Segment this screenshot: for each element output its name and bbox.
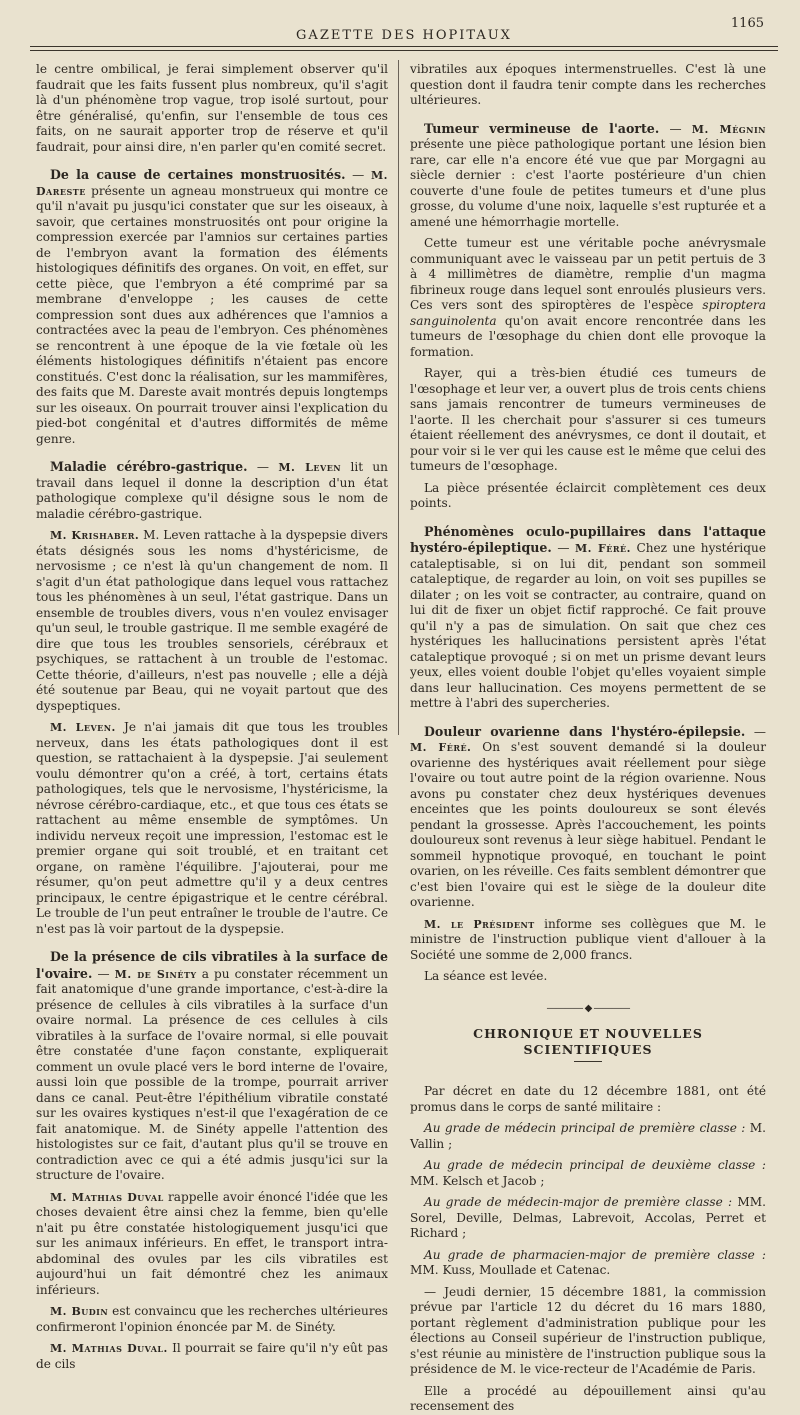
speaker-name: M. le Président: [424, 917, 535, 931]
section-heading: Phénomènes oculo-pupillaires dans l'attaque hystéro-épileptique.: [410, 523, 766, 555]
paragraph: vibratiles aux époques intermenstruelles. C'est là une question dont il faudra tenir compte dans les recherches ultérieures.: [410, 62, 766, 107]
speaker-name: M. Mathias Duval: [50, 1190, 164, 1204]
grade-label: Au grade de médecin principal de première classe :: [424, 1121, 746, 1135]
column-divider: [398, 60, 399, 735]
promotion-item: [410, 1248, 766, 1279]
grade-label: Au grade de pharmacien-major de première classe :: [424, 1247, 766, 1262]
paragraph-text: Cette tumeur est une véritable poche anévrysmale communiquant avec le vaisseau par un petit pertuis de 3 à 4 millimètres de diamètre, remplie d'un magma fibrineux rouge dans lequel sont enroulés plusieurs vers. Ces vers sont des spiroptères de l'espèce: [410, 236, 766, 312]
paragraph-text: MM. Sorel, Deville, Delmas, Labrevoit, Accolas, Perret et Richard ;: [410, 1195, 766, 1240]
section-phenomenes-oculo-pupillaires: Phénomènes oculo-pupillaires dans l'attaque hystéro-épileptique. — M. Féré. Chez une hystérique cataleptisable, si on lui dit, pendant son sommeil cataleptique, de regarder au loin, on voit ses pupilles se dilater ; on les voit se contracter, au contraire, quand on lui dit de fixer un objet fictif rapproché. Ce fait prouve qu'il n'y a pas de simulation. On sait que chez ces hystériques les hallucinations persistent après l'état cataleptique provoqué ; si on met un prisme devant leurs yeux, elles voient double l'objet qu'elles voyaient simple dans leur hallucination. Ces moyens permettent de se mettre à l'abri des supercheries.: [410, 523, 766, 710]
paragraph-text: Je n'ai jamais dit que tous les troubles nerveux, dans les états pathologiques dont il est question, se rattachaient à la dyspepsie. J'ai seulement voulu démontrer qu'on a créé, à tort, certains états pathologiques, tels que le nervosisme, l'hystéricisme, la névrose cérébro-cardiaque, etc., et que tous ces états se rattachent au même ensemble de symptômes. Un individu nerveux reçoit une impression, l'estomac est le premier organe qui soit troublé, et en traitant cet organe, on ramène l'équilibre. J'ajouterai, pour me résumer, qu'on peut admettre qu'il y a deux centres principaux, le centre épigastrique et le centre cérébral. Le trouble de l'un peut entraîner le trouble de l'autre. Ce n'est pas là voir partout de la dyspepsie.: [36, 720, 388, 936]
paragraph: La séance est levée.: [424, 969, 548, 983]
speaker-name: M. Leven: [278, 461, 342, 474]
paragraph-text: Chez une hystérique cataleptisable, si on lui dit, pendant son sommeil cataleptique, de regarder au loin, on voit ses pupilles se dilater ; on les voit se contracter, au contraire, quand on lui dit de fixer un objet fictif rapproché. Ce fait prouve qu'il n'y a pas de simulation. On sait que chez ces hystériques les hallucinations persistent après l'état cataleptique provoqué ; si on met un prisme devant leurs yeux, elles voient double l'objet qu'elles voyaient simple dans leur hallucination. Ces moyens permettent de se mettre à l'abri des supercheries.: [410, 541, 766, 710]
header-rule-top: [30, 46, 778, 47]
species-name: spiroptera sanguinolenta: [410, 298, 766, 328]
page-header: [30, 14, 778, 54]
speaker-name: M. Féré.: [410, 741, 472, 754]
section-maladie-cerebro-gastrique: Maladie cérébro-gastrique. — M. Leven lit un travail dans lequel il donne la description d'un état pathologique complexe qu'il désigne sous le nom de maladie cérébro-gastrique.: [36, 459, 388, 521]
section-douleur-ovarienne: Douleur ovarienne dans l'hystéro-épilepsie. — M. Féré. On s'est souvent demandé si la douleur ovarienne des hystériques avait réellement pour siège l'ovaire ou tout autre point de la région ovarienne. Nous avons pu constater chez deux hystériques devenues enceintes que les points douloureux se sont élevés pendant la grossesse. Après l'accouchement, les points douloureux sont revenus à leur siège habituel. Pendant le sommeil hypnotique provoqué, en touchant le point ovarien, on les réveille. Ces faits semblent démontrer que c'est bien l'ovaire qui est le siège de la douleur dite ovarienne.: [410, 723, 766, 909]
section-cause-monstruosites: De la cause de certaines monstruosités. — M. Dareste présente un agneau monstrueux qui montre ce qu'il n'avait pu jusqu'ici constater que sur les oiseaux, à savoir, que certaines monstruosités ont pour origine la compression exercée par l'amnios sur certaines parties de l'embryon avant la formation des éléments histologiques définitifs des organes. On voit, en effet, sur cette pièce, que l'embryon a été comprimé par sa membrane d'enveloppe ; les causes de cette compression sont dues aux adhérences que l'amnios a contractées avec la peau de l'embryon. Ces phénomènes se rencontrent à une époque de la vie fœtale où les éléments histologiques définitifs n'étaient pas encore constitués. C'est donc la réalisation, sur les mammifères, des faits que M. Dareste avait montrés depuis longtemps sur les oiseaux. On pourrait trouver ainsi l'explication du pied-bot congénital et d'autres difformités de même genre.: [36, 167, 388, 446]
paragraph: le centre ombilical, je ferai simplement observer qu'il faudrait que les faits fussent plus nombreux, qu'il s'agit là d'un phénomène trop vague, trop isolé surtout, pour être généralisé, qu'enfin, sur l'ensemble de tous ces faits, on ne saurait apporter trop de réserve et qu'il faudrait, pour ainsi dire, n'en parler qu'en comité secret.: [36, 62, 388, 154]
paragraph: [410, 917, 766, 964]
grade-label: Au grade de médecin-major de première classe :: [424, 1195, 733, 1209]
header-rule-bottom: [30, 50, 778, 51]
paragraph: [410, 236, 766, 360]
paragraph: [36, 720, 388, 937]
paragraph: [36, 1304, 388, 1335]
chronique-title: CHRONIQUE ET NOUVELLES SCIENTIFIQUES: [473, 1026, 703, 1057]
paragraph: [36, 1190, 388, 1299]
speaker-name: M. Krishaber.: [50, 529, 140, 542]
paragraph-text: On s'est souvent demandé si la douleur ovarienne des hystériques avait réellement pour siège l'ovaire ou tout autre point de la région ovarienne. Nous avons pu constater chez deux hystériques devenues enceintes que les points douloureux se sont élevés pendant la grossesse. Après l'accouchement, les points douloureux sont revenus à leur siège habituel. Pendant le sommeil hypnotique provoqué, en touchant le point ovarien, on les réveille. Ces faits semblent démontrer que c'est bien l'ovaire qui est le siège de la douleur dite ovarienne.: [410, 740, 766, 909]
speaker-name: M. Dareste: [36, 169, 388, 198]
paragraph-text: rappelle avoir énoncé l'idée que les choses devaient être ainsi chez la femme, bien qu'elle n'ait pu être constatée histologiquement jusqu'ici que sur les animaux inférieurs. En effet, le transport intra-abdominal des ovules par les cils vibratiles est aujourd'hui un fait démontré chez les animaux inférieurs.: [36, 1189, 388, 1297]
speaker-name: M. Budin: [50, 1305, 109, 1318]
paragraph: Rayer, qui a très-bien étudié ces tumeurs de l'œsophage et leur ver, a ouvert plus de trois cents chiens sans jamais rencontrer de tumeurs vermineuses de l'aorte. Il les cherchait pour s'assurer si ces tumeurs étaient réellement des anévrysmes, ce dont il doutait, et pour voir si le ver qui les cause est le même que celui des tumeurs de l'œsophage.: [410, 366, 766, 473]
section-heading: Douleur ovarienne dans l'hystéro-épilepsie.: [424, 723, 746, 739]
speaker-name: M. Féré.: [574, 542, 631, 555]
right-column: [410, 62, 767, 1413]
section-heading: Tumeur vermineuse de l'aorte.: [424, 120, 660, 136]
chronique-title-rule: [574, 1061, 602, 1062]
speaker-name: M. Leven.: [50, 721, 116, 734]
paragraph-text: Il pourrait se faire qu'il n'y eût pas de cils: [36, 1341, 388, 1371]
paragraph-text: qu'on avait encore rencontrée dans les tumeurs de l'œsophage du chien dont elle provoque la formation.: [410, 313, 766, 359]
ornamental-separator: ———— ◆ ————: [546, 1002, 630, 1014]
section-heading: De la cause de certaines monstruosités.: [50, 167, 346, 182]
promotion-item: [410, 1121, 766, 1152]
paragraph-text: est convaincu que les recherches ultérieures confirmeront l'opinion énoncée par M. de Sinéty.: [36, 1304, 388, 1334]
paragraph-text: a pu constater récemment un fait anatomique d'une grande importance, c'est-à-dire la présence de cellules à cils vibratiles à la surface d'un ovaire normal. La présence de ces cellules à cils vibratiles à la surface de l'ovaire normal, si elle pouvait être constatée d'une façon constante, expliquerait comment un ovule placé vers le bord interne de l'ovaire, aussi loin que possible de la trompe, pourrait arriver dans ce canal. Peut-être l'épithélium vibratile constaté sur les ovaires kystiques n'est-il que l'exagération de ce fait anatomique. M. de Sinéty appelle l'attention des histologistes sur ce fait, d'autant plus qu'il se trouve en contradiction avec ce qui a été admis jusqu'ici sur la structure de l'ovaire.: [36, 966, 388, 1182]
section-tumeur-vermineuse: Tumeur vermineuse de l'aorte. — M. Mégnin présente une pièce pathologique portant une lésion bien rare, car elle n'a encore été vue que par Morgagni au siècle dernier : c'est l'aorte postérieure d'un chien couverte d'une foule de petites tumeurs et d'une plus grosse, du volume d'une noix, laquelle s'est rupturée et a amené une hémorrhagie mortelle.: [410, 120, 766, 229]
paragraph: [36, 1341, 388, 1372]
paragraph-text: présente une pièce pathologique portant une lésion bien rare, car elle n'a encore été vue que par Morgagni au siècle dernier : c'est l'aorte postérieure d'un chien couverte d'une foule de petites tumeurs et d'une plus grosse, du volume d'une noix, laquelle s'est rupturée et a amené une hémorrhagie mortelle.: [410, 137, 766, 229]
paragraph-text: informe ses collègues que M. le ministre de l'instruction publique vient d'allouer à la Société une somme de 2,000 francs.: [410, 916, 766, 962]
speaker-name: M. Mégnin: [691, 122, 766, 136]
paragraph: — Jeudi dernier, 15 décembre 1881, la commission prévue par l'article 12 du décret du 16 mars 1880, portant règlement d'administration publique pour les élections au Conseil supérieur de l'instruction publique, s'est réunie au ministère de l'instruction publique sous la présidence de M. le vice-recteur de l'Académie de Paris.: [410, 1284, 766, 1376]
paragraph-text: MM. Kuss, Moullade et Catenac.: [410, 1263, 611, 1277]
paragraph: Par décret en date du 12 décembre 1881, ont été promus dans le corps de santé militaire :: [410, 1084, 766, 1114]
paragraph: Elle a procédé au dépouillement ainsi qu'au recensement des: [410, 1383, 766, 1413]
promotion-item: [410, 1158, 766, 1189]
paragraph-text: présente un agneau monstrueux qui montre ce qu'il n'avait pu jusqu'ici constater que sur les oiseaux, à savoir, que certaines monstruosités ont pour origine la compression exercée par l'amnios sur certaines parties de l'embryon avant la formation des éléments histologiques définitifs des organes. On voit, en effet, sur cette pièce, que l'embryon a été comprimé par sa membrane d'enveloppe ; les causes de cette compression sont dues aux adhérences que l'amnios a contractées avec la peau de l'embryon. Ces phénomènes se rencontrent à une époque de la vie fœtale où les éléments histologiques définitifs n'étaient pas encore constitués. C'est donc la réalisation, sur les mammifères, des faits que M. Dareste avait montrés depuis longtemps sur les oiseaux. On pourrait trouver ainsi l'explication du pied-bot congénital et d'autres difformités de même genre.: [36, 183, 388, 446]
left-column: [36, 62, 388, 1371]
speaker-name: M. de Sinéty: [114, 967, 197, 981]
paragraph: [36, 528, 388, 714]
section-cils-vibratiles: De la présence de cils vibratiles à la surface de l'ovaire. — M. de Sinéty a pu constater récemment un fait anatomique d'une grande importance, c'est-à-dire la présence de cellules à cils vibratiles à la surface d'un ovaire normal. La présence de ces cellules à cils vibratiles à la surface de l'ovaire normal, si elle pouvait être constatée d'une façon constante, expliquerait comment un ovule placé vers le bord interne de l'ovaire, aussi loin que possible de la trompe, pourrait arriver dans ce canal. Peut-être l'épithélium vibratile constaté sur les ovaires kystiques n'est-il que l'exagération de ce fait anatomique. M. de Sinéty appelle l'attention des histologistes sur ce fait, d'autant plus qu'il se trouve en contradiction avec ce qui a été admis jusqu'ici sur la structure de l'ovaire.: [36, 949, 388, 1182]
paragraph-text: lit un travail dans lequel il donne la description d'un état pathologique complexe qu'il désigne sous le nom de maladie cérébro-gastrique.: [36, 460, 388, 521]
grade-label: Au grade de médecin principal de deuxième classe :: [424, 1158, 766, 1172]
paragraph: La pièce présentée éclaircit complètement ces deux points.: [410, 480, 766, 510]
journal-title: GAZETTE DES HOPITAUX: [296, 28, 512, 43]
page-number: 1165: [730, 16, 764, 31]
section-heading: Maladie cérébro-gastrique.: [50, 459, 248, 474]
speaker-name: M. Mathias Duval.: [50, 1342, 168, 1355]
section-heading: De la présence de cils vibratiles à la surface de l'ovaire.: [36, 949, 388, 981]
promotion-item: [410, 1195, 766, 1242]
paragraph-text: M. Vallin ;: [410, 1121, 767, 1151]
paragraph-text: M. Leven rattache à la dyspepsie divers états désignés sous les noms d'hystéricisme, de nervosisme ; ce n'est là qu'un changement de nom. Il s'agit d'un état pathologique dans lequel vous rattachez tous les phénomènes à un seul, l'état gastrique. Dans un ensemble de troubles divers, vous n'en voulez envisager qu'un seul, le trouble gastrique. Il me semble exagéré de dire que tous les troubles sensoriels, cérébraux et psychiques, se rattachent à un trouble de l'estomac. Cette théorie, d'ailleurs, n'est pas nouvelle ; elle a déjà été soutenue par Beau, qui ne voyait partout que des dyspeptiques.: [36, 528, 388, 713]
paragraph-text: MM. Kelsch et Jacob ;: [410, 1173, 545, 1188]
